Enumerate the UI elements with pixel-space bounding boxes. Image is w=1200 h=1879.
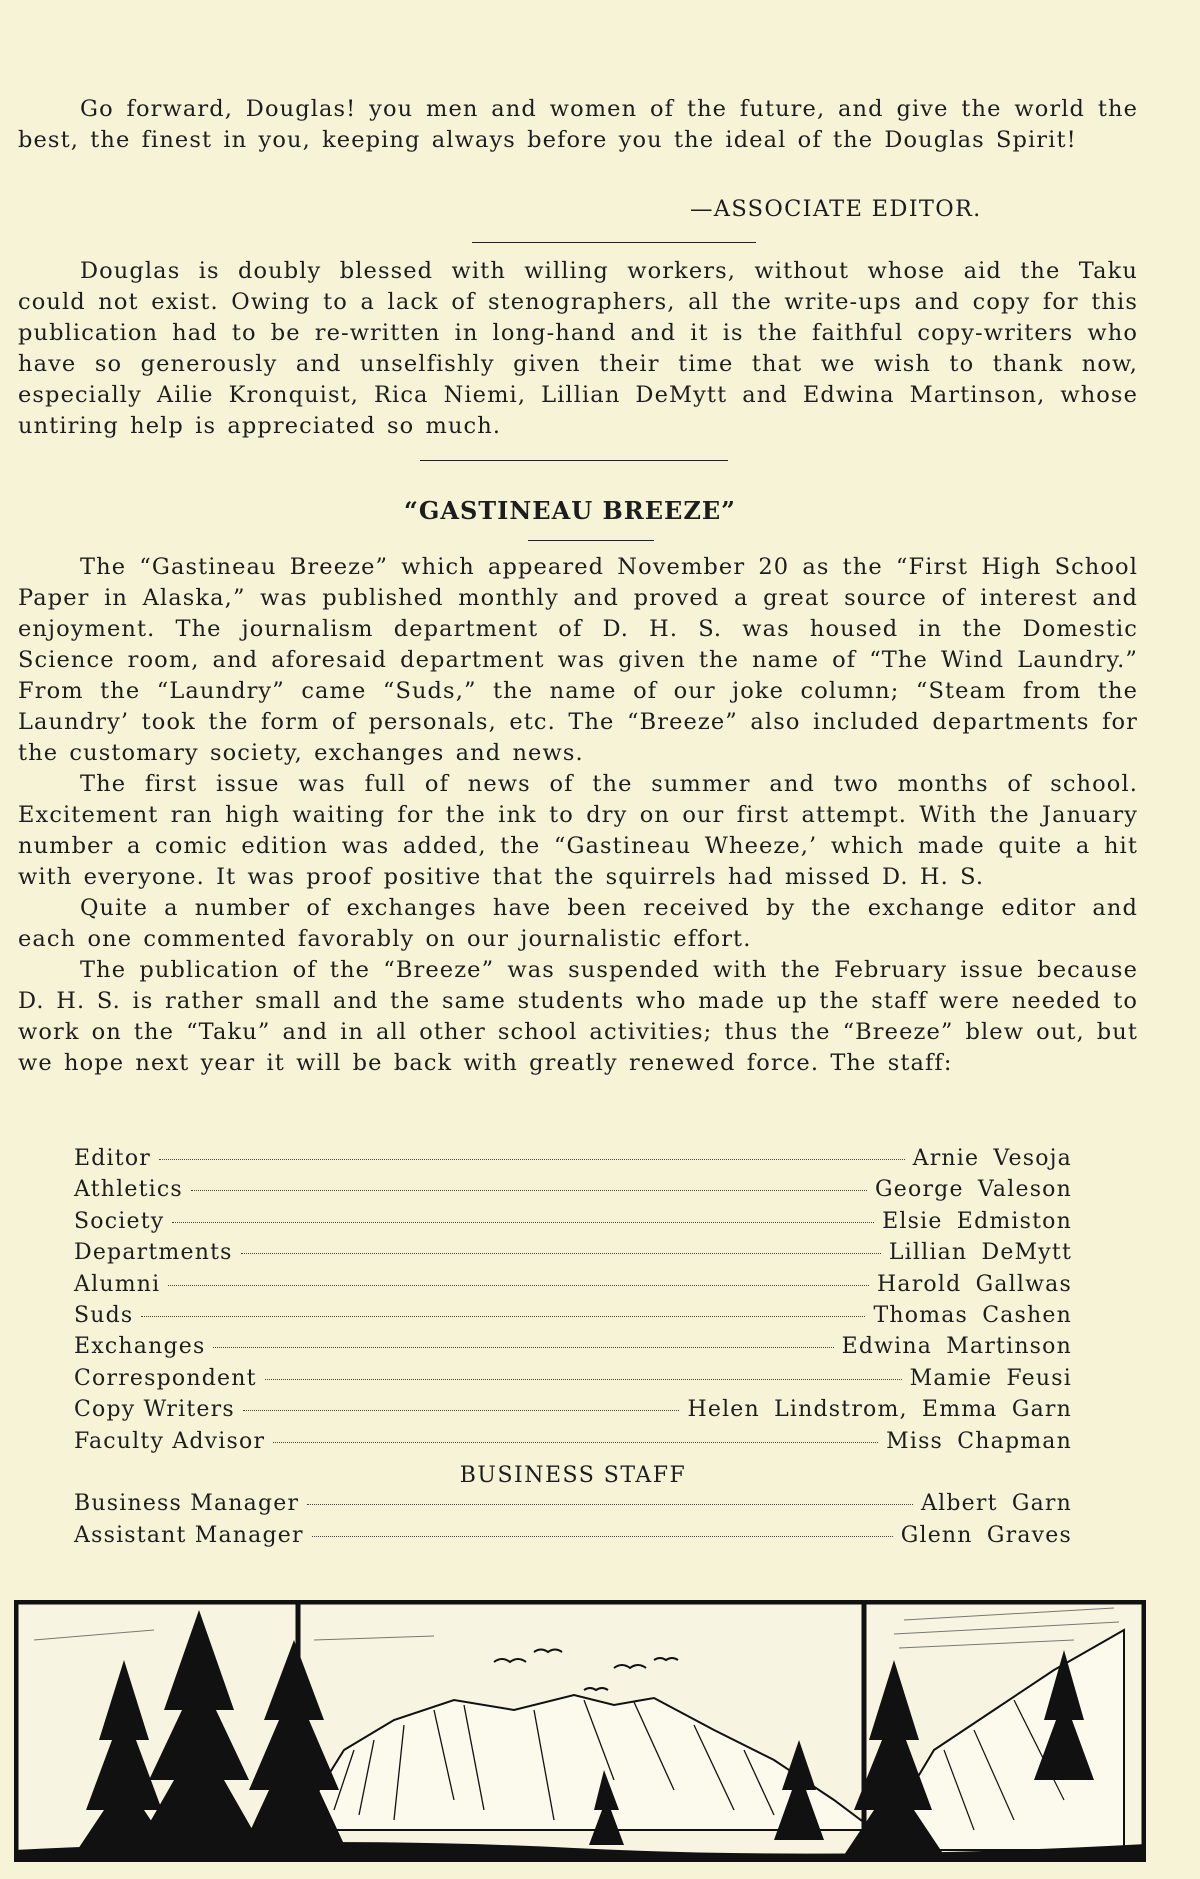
staff-row [74,1146,1072,1177]
leader-dots [243,1410,680,1411]
leader-dots [213,1347,833,1348]
heading-underline [528,540,654,541]
staff-role: Suds [74,1302,134,1328]
leader-dots [273,1442,878,1443]
staff-name: Thomas Cashen [873,1302,1072,1328]
staff-name: Albert Garn [921,1491,1072,1517]
staff-role: Business Manager [74,1491,300,1517]
staff-role: Athletics [74,1177,183,1203]
staff-row [74,1272,1072,1303]
intro-section [18,94,1138,156]
staff-role: Departments [74,1240,233,1266]
staff-row [74,1397,1072,1428]
staff-name: George Valeson [875,1177,1072,1203]
leader-dots [265,1379,902,1380]
staff-role: Assistant Manager [74,1522,304,1548]
leader-dots [172,1222,874,1223]
staff-name: Helen Lindstrom, Emma Garn [687,1397,1072,1423]
staff-row [74,1523,1072,1554]
business-staff-heading: BUSINESS STAFF [459,1462,687,1488]
staff-row [74,1303,1072,1334]
staff-role: Alumni [74,1271,161,1297]
leader-dots [168,1285,869,1286]
divider-rule [472,242,756,243]
staff-role: Editor [74,1146,151,1171]
associate-editor-signature: —ASSOCIATE EDITOR. [690,196,982,222]
section-heading: “GASTINEAU BREEZE” [404,496,736,525]
staff-row [74,1491,1072,1522]
mountain-landscape-woodcut-icon [14,1600,1146,1862]
leader-dots [307,1504,913,1505]
staff-name: Glenn Graves [900,1522,1072,1548]
article-paragraph: Quite a number of exchanges have been received by the exchange editor and each one commented favorably on our journalistic effort. [18,895,1138,952]
staff-name: Lillian DeMytt [888,1240,1072,1266]
staff-row [74,1177,1072,1208]
thanks-section [18,256,1138,442]
leader-dots [312,1536,893,1537]
leader-dots [241,1253,881,1254]
leader-dots [141,1316,865,1317]
staff-name: Arnie Vesoja [912,1146,1072,1171]
staff-row [74,1209,1072,1240]
staff-list [74,1146,1072,1554]
article-paragraph: The first issue was full of news of the summer and two months of school. Excitement ran high waiting for the ink to dry on our first attempt. With the January number a comic edition was added, the “Gastineau Wheeze,’ which made quite a hit with everyone. It was proof positive that the squirrels had missed D. H. S. [18,771,1138,890]
divider-rule [420,460,728,461]
staff-name: Miss Chapman [886,1428,1072,1454]
staff-name: Elsie Edmiston [882,1208,1072,1234]
breeze-article [18,552,1138,1079]
leader-dots [159,1159,905,1160]
article-paragraph: The “Gastineau Breeze” which appeared November 20 as the “First High School Paper in Alaska,” was published monthly and proved a great source of interest and enjoyment. The journalism department of D. H. S. was housed in the Domestic Science room, and aforesaid department was given the name of “The Wind Laundry.” From the “Laundry” came “Suds,” the name of our joke column; “Steam from the Laundry’ took the form of personals, etc. The “Breeze” also included departments for the customary society, exchanges and news. [18,554,1138,766]
staff-name: Edwina Martinson [841,1334,1072,1360]
staff-name: Harold Gallwas [877,1271,1072,1297]
staff-row [74,1240,1072,1271]
staff-role: Exchanges [74,1334,206,1360]
staff-role: Faculty Advisor [74,1428,266,1454]
article-paragraph: The publication of the “Breeze” was suspended with the February issue because D. H. S. is rather small and the same students who made up the staff were needed to work on the “Taku” and in all other school activities; thus the “Breeze” blew out, but we hope next year it will be back with greatly renewed force. The staff: [18,957,1138,1076]
staff-row [74,1366,1072,1397]
staff-row [74,1334,1072,1365]
leader-dots [191,1190,867,1191]
staff-role: Society [74,1208,165,1234]
staff-role: Correspondent [74,1365,257,1391]
staff-role: Copy Writers [74,1397,235,1423]
staff-row [74,1429,1072,1460]
intro-paragraph: Go forward, Douglas! you men and women of the future, and give the world the best, the finest in you, keeping always before you the ideal of the Douglas Spirit! [18,96,1138,153]
thanks-paragraph: Douglas is doubly blessed with willing workers, without whose aid the Taku could not exist. Owing to a lack of stenographers, all the write-ups and copy for this publication had to be re-written in long-hand and it is the faithful copy-writers who have so generously and unselfishly given their time that we wish to thank now, especially Ailie Kronquist, Rica Niemi, Lillian DeMytt and Edwina Martinson, whose untiring help is appreciated so much. [18,258,1138,439]
staff-name: Mamie Feusi [909,1365,1072,1391]
